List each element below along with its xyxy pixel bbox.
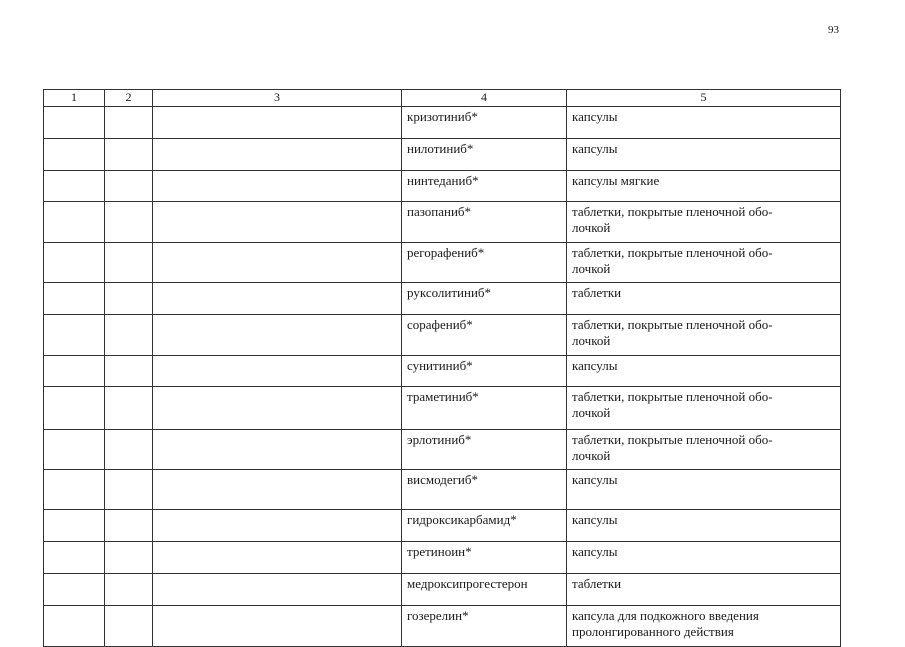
table-row (44, 243, 841, 283)
table-cell (44, 606, 105, 647)
table-cell-col-5: капсулы (572, 358, 618, 373)
table-cell (153, 356, 402, 387)
table-cell (567, 315, 841, 356)
table-cell-col-5: капсулы (572, 512, 618, 527)
table-row (44, 107, 841, 139)
table-cell (402, 283, 567, 315)
table-cell (567, 283, 841, 315)
table-cell (44, 574, 105, 606)
table-cell (402, 542, 567, 574)
table-cell-col-4: руксолитиниб* (407, 285, 492, 300)
table-cell (105, 606, 153, 647)
table-cell (153, 542, 402, 574)
table-cell-col-4: кризотиниб* (407, 109, 478, 124)
column-header-3: 3 (153, 90, 402, 107)
table-cell-col-4: третиноин* (407, 544, 472, 559)
table-cell (105, 243, 153, 283)
table-cell (153, 606, 402, 647)
table-cell (153, 387, 402, 430)
table-cell-col-5: таблетки, покрытые пленочной обо- лочкой (572, 432, 773, 463)
table-cell-col-4: висмодегиб* (407, 472, 479, 487)
table-cell (153, 510, 402, 542)
table-cell (105, 574, 153, 606)
column-header-2: 2 (105, 90, 153, 107)
table-cell (105, 107, 153, 139)
table-row (44, 387, 841, 430)
table-cell (567, 139, 841, 171)
table-cell-col-5: капсулы (572, 109, 618, 124)
table-row (44, 542, 841, 574)
table-cell (105, 430, 153, 470)
table-row (44, 139, 841, 171)
table-cell-col-4: траметиниб* (407, 389, 479, 404)
table-cell (402, 356, 567, 387)
table-cell-col-5: капсула для подкожного введения пролонгированного действия (572, 608, 759, 639)
table-cell-col-5: таблетки, покрытые пленочной обо- лочкой (572, 389, 773, 420)
table-cell-col-4: гозерелин* (407, 608, 469, 623)
table-cell (44, 356, 105, 387)
table-cell (567, 387, 841, 430)
table-cell-col-4: регорафениб* (407, 245, 485, 260)
table-row (44, 283, 841, 315)
table-cell-col-5: таблетки (572, 576, 622, 591)
drug-table (43, 89, 841, 647)
table-cell (44, 387, 105, 430)
table-cell (153, 315, 402, 356)
table-cell (105, 470, 153, 510)
table-cell (105, 356, 153, 387)
table-cell (44, 243, 105, 283)
table-cell (44, 283, 105, 315)
table-cell-col-5: капсулы (572, 472, 618, 487)
table-cell-col-4: сунитиниб* (407, 358, 473, 373)
table-cell (105, 387, 153, 430)
table-row (44, 315, 841, 356)
table-cell-col-4: сорафениб* (407, 317, 473, 332)
table-cell (153, 470, 402, 510)
table-cell (567, 574, 841, 606)
table-cell (105, 171, 153, 202)
table-cell-col-4: медроксипрогестерон (407, 576, 528, 591)
table-cell (402, 470, 567, 510)
column-header-4: 4 (402, 90, 567, 107)
table-cell-col-4: эрлотиниб* (407, 432, 472, 447)
table-cell (153, 574, 402, 606)
table-cell (153, 283, 402, 315)
table-header-row (44, 90, 841, 107)
table-cell (567, 542, 841, 574)
table-row (44, 356, 841, 387)
table-cell (105, 202, 153, 243)
table-cell-col-4: гидроксикарбамид* (407, 512, 517, 527)
table-cell (402, 315, 567, 356)
table-cell (153, 202, 402, 243)
table-cell (567, 202, 841, 243)
table-cell-col-5: таблетки, покрытые пленочной обо- лочкой (572, 204, 773, 235)
table-cell (153, 171, 402, 202)
table-cell (153, 107, 402, 139)
table-cell (153, 139, 402, 171)
table-cell-col-5: капсулы (572, 141, 618, 156)
table-cell (105, 510, 153, 542)
table-cell-col-5: капсулы (572, 544, 618, 559)
table-cell (44, 171, 105, 202)
table-cell (567, 107, 841, 139)
table-cell (105, 315, 153, 356)
table-cell (44, 315, 105, 356)
column-header-1: 1 (44, 90, 105, 107)
table-cell (567, 510, 841, 542)
table-cell (105, 542, 153, 574)
table-cell (44, 107, 105, 139)
table-cell (402, 574, 567, 606)
table-cell (402, 107, 567, 139)
table-row (44, 574, 841, 606)
table-cell (567, 606, 841, 647)
table-cell (567, 171, 841, 202)
table-cell-col-4: нилотиниб* (407, 141, 474, 156)
table-cell (567, 470, 841, 510)
table-cell (402, 139, 567, 171)
table-cell (44, 202, 105, 243)
table-cell (402, 243, 567, 283)
table-row (44, 470, 841, 510)
table-cell (567, 430, 841, 470)
table-cell (153, 430, 402, 470)
table-row (44, 202, 841, 243)
table-cell (402, 606, 567, 647)
table-cell-col-4: нинтеданиб* (407, 173, 479, 188)
page-number: 93 (828, 24, 839, 36)
table-row (44, 606, 841, 647)
table-cell-col-5: капсулы мягкие (572, 173, 660, 188)
table-cell (44, 139, 105, 171)
table-cell (402, 510, 567, 542)
table-cell-col-4: пазопаниб* (407, 204, 472, 219)
table-row (44, 430, 841, 470)
table-cell-col-5: таблетки, покрытые пленочной обо- лочкой (572, 245, 773, 276)
table-cell-col-5: таблетки (572, 285, 622, 300)
table-cell (44, 510, 105, 542)
table-cell (44, 470, 105, 510)
table-cell (153, 243, 402, 283)
table-cell (402, 430, 567, 470)
table-row (44, 171, 841, 202)
table-cell (402, 387, 567, 430)
table-cell (402, 202, 567, 243)
column-header-5: 5 (567, 90, 841, 107)
table-row (44, 510, 841, 542)
table-cell (105, 139, 153, 171)
table-cell-col-5: таблетки, покрытые пленочной обо- лочкой (572, 317, 773, 348)
table-cell (105, 283, 153, 315)
table-cell (44, 542, 105, 574)
table-cell (567, 243, 841, 283)
table-cell (567, 356, 841, 387)
table-cell (44, 430, 105, 470)
table-cell (402, 171, 567, 202)
